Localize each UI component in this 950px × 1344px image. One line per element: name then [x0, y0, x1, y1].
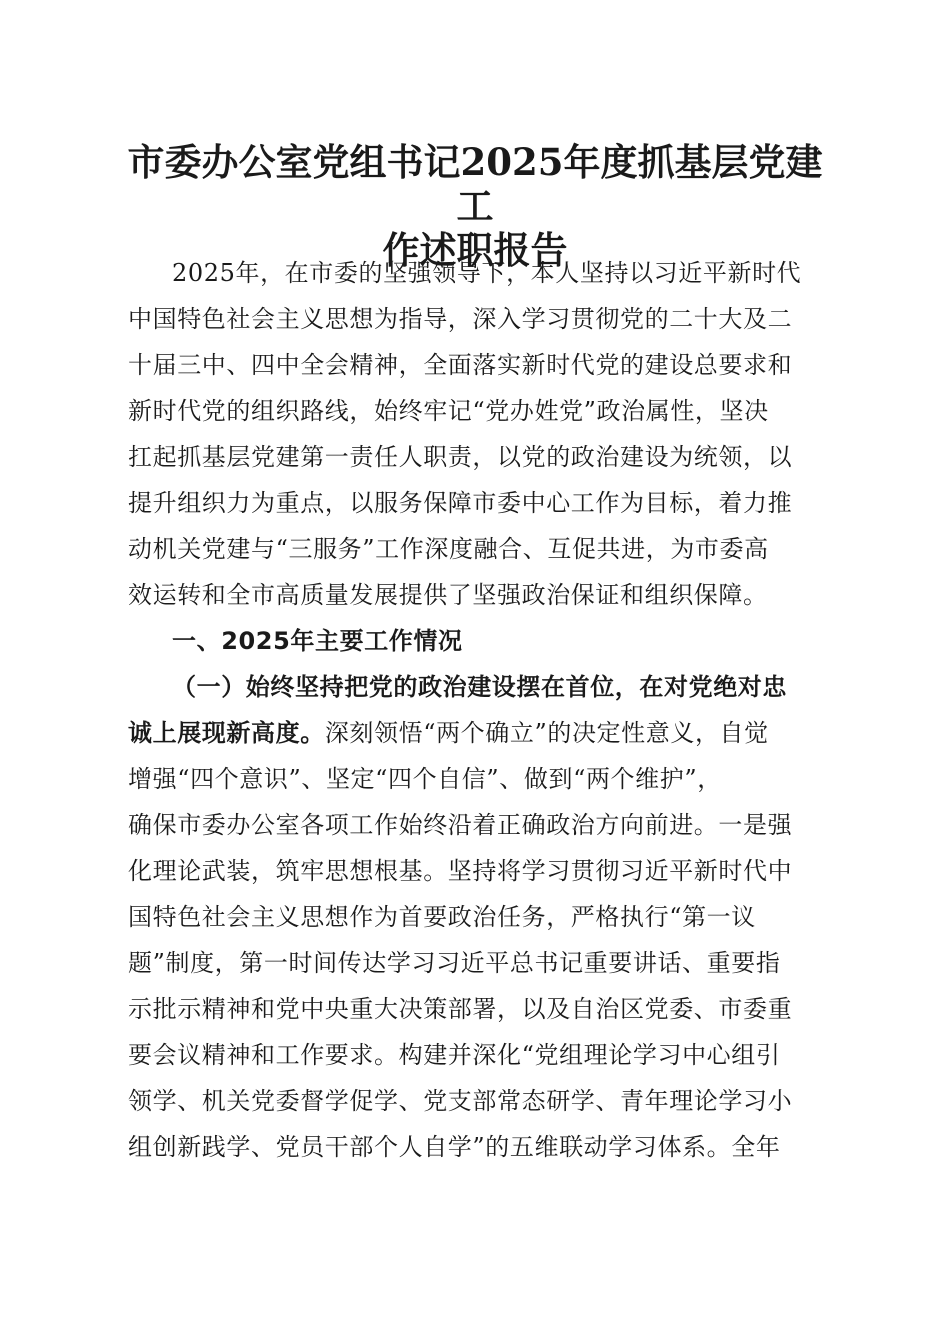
intro-line: 十届三中、四中全会精神，全面落实新时代党的建设总要求和 [128, 351, 793, 379]
body-line: 化理论武装，筑牢思想根基。坚持将学习贯彻习近平新时代中 [128, 857, 793, 885]
body-line: 示批示精神和党中央重大决策部署，以及自治区党委、市委重 [128, 995, 793, 1023]
intro-line: 2025年，在市委的坚强领导下，本人坚持以习近平新时代 [172, 259, 802, 287]
body-line: 领学、机关党委督学促学、党支部常态研学、青年理论学习小 [128, 1087, 793, 1115]
body-line: 要会议精神和工作要求。构建并深化“党组理论学习中心组引 [128, 1041, 781, 1069]
intro-line: 中国特色社会主义思想为指导，深入学习贯彻党的二十大及二 [128, 305, 793, 333]
subsection-heading-end: 诚上展现新高度。 [128, 718, 325, 747]
body-line: 题”制度，第一时间传达学习习近平总书记重要讲话、重要指 [128, 949, 781, 977]
title-line-1: 市委办公室党组书记2025年度抓基层党建工 [127, 140, 823, 228]
intro-line: 提升组织力为重点，以服务保障市委中心工作为目标，着力推 [128, 489, 793, 517]
intro-line: 扛起抓基层党建第一责任人职责，以党的政治建设为统领，以 [128, 443, 793, 471]
subsection-heading: （一）始终坚持把党的政治建设摆在首位，在对党绝对忠 [172, 672, 787, 701]
intro-line: 效运转和全市高质量发展提供了坚强政治保证和组织保障。 [128, 581, 768, 609]
intro-line: 新时代党的组织路线，始终牢记“党办姓党”政治属性，坚决 [128, 397, 769, 425]
document-body [128, 250, 822, 1170]
intro-line: 动机关党建与“三服务”工作深度融合、互促共进，为市委高 [128, 535, 769, 563]
body-line: 国特色社会主义思想作为首要政治任务，严格执行“第一议 [128, 903, 756, 931]
title-line-2: 作述职报告 [382, 228, 568, 272]
body-line: 增强“四个意识”、坚定“四个自信”、做到“两个维护”， [128, 765, 722, 793]
body-line: 确保市委办公室各项工作始终沿着正确政治方向前进。一是强 [128, 811, 793, 839]
section-heading: 一、2025年主要工作情况 [172, 627, 463, 655]
body-line: 组创新践学、党员干部个人自学”的五维联动学习体系。全年 [128, 1133, 781, 1161]
subsection-text: 深刻领悟“两个确立”的决定性意义，自觉 [324, 719, 769, 747]
subsection-line [128, 710, 822, 756]
